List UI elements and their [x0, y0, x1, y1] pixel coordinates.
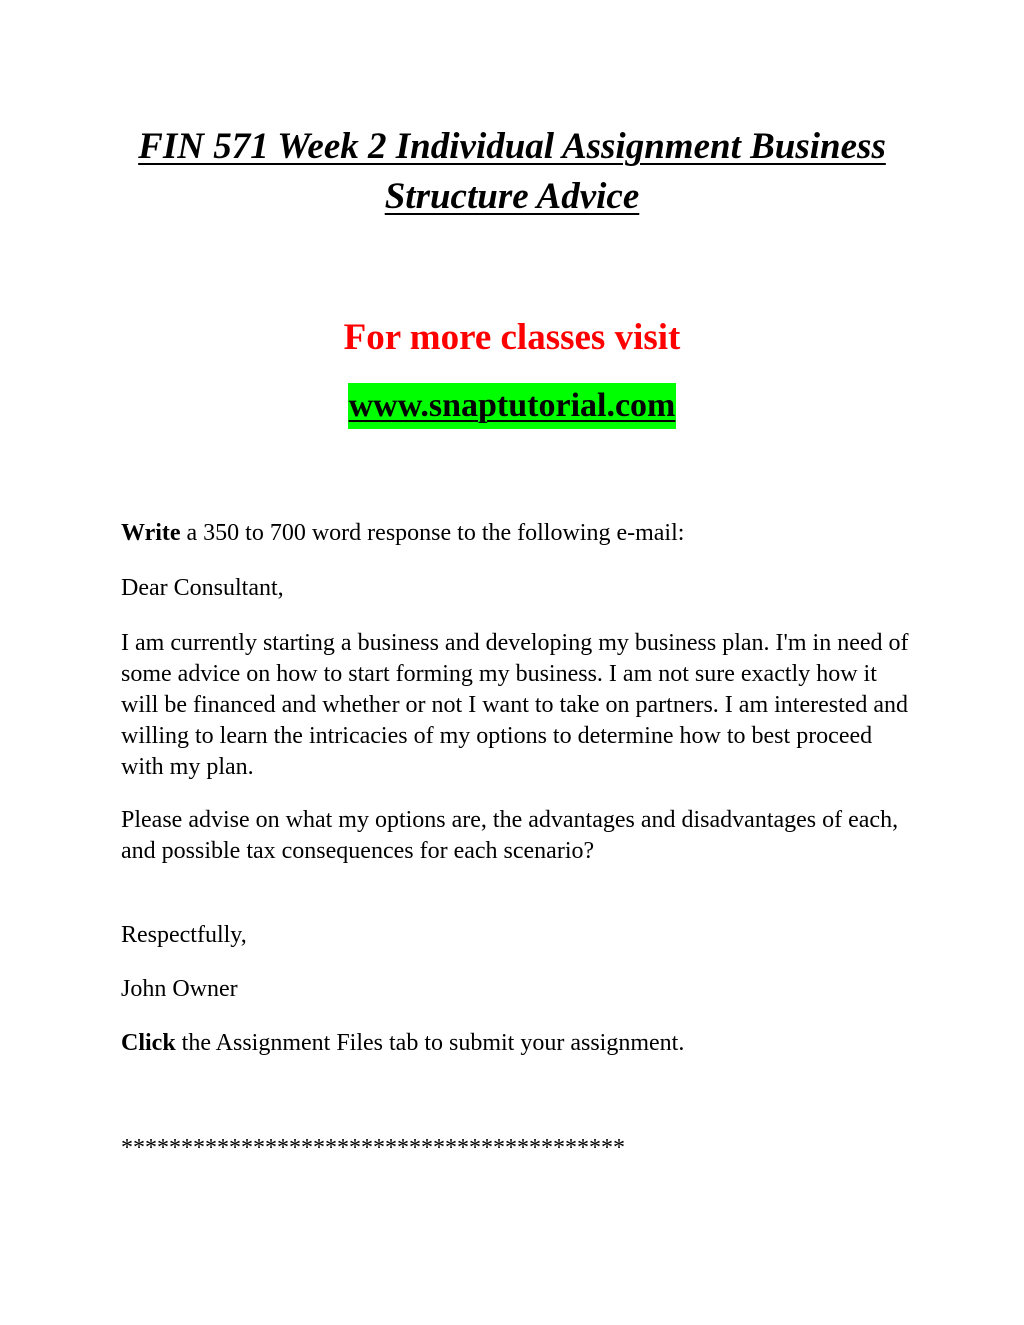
closing: Respectfully, [121, 922, 247, 948]
email-paragraph-2: Please advise on what my options are, the advantages and disadvantages of each, and possible tax consequences for each scenario? [121, 807, 899, 864]
email-paragraph-1: I am currently starting a business and developing my business plan. I'm in need of some advice on how to start forming my business. I am not sure exactly how it will be financed and whether or not I want to take on partners. I am interested and willing to learn the intricacies of my options to determine how to best proceed with my plan. [121, 630, 909, 780]
salutation: Dear Consultant, [121, 575, 284, 601]
submit-text: the Assignment Files tab to submit your assignment. [175, 1030, 685, 1056]
promo-link-container [0, 383, 1024, 429]
instruction-text: a 350 to 700 word response to the following e-mail: [180, 520, 685, 546]
page-title [100, 122, 924, 222]
submit-instruction [121, 1028, 911, 1059]
promo-text: For more classes visit [343, 317, 681, 358]
instruction-bold-word: Write [121, 520, 181, 546]
separator-stars: ****************************************** [121, 1135, 625, 1161]
instruction-line [121, 518, 911, 549]
signature: John Owner [121, 976, 238, 1002]
title-line-2: Structure Advice [384, 176, 640, 217]
title-line-1: FIN 571 Week 2 Individual Assignment Business [138, 126, 886, 167]
website-link[interactable]: www.snaptutorial.com [348, 383, 677, 429]
submit-bold-word: Click [121, 1030, 176, 1056]
